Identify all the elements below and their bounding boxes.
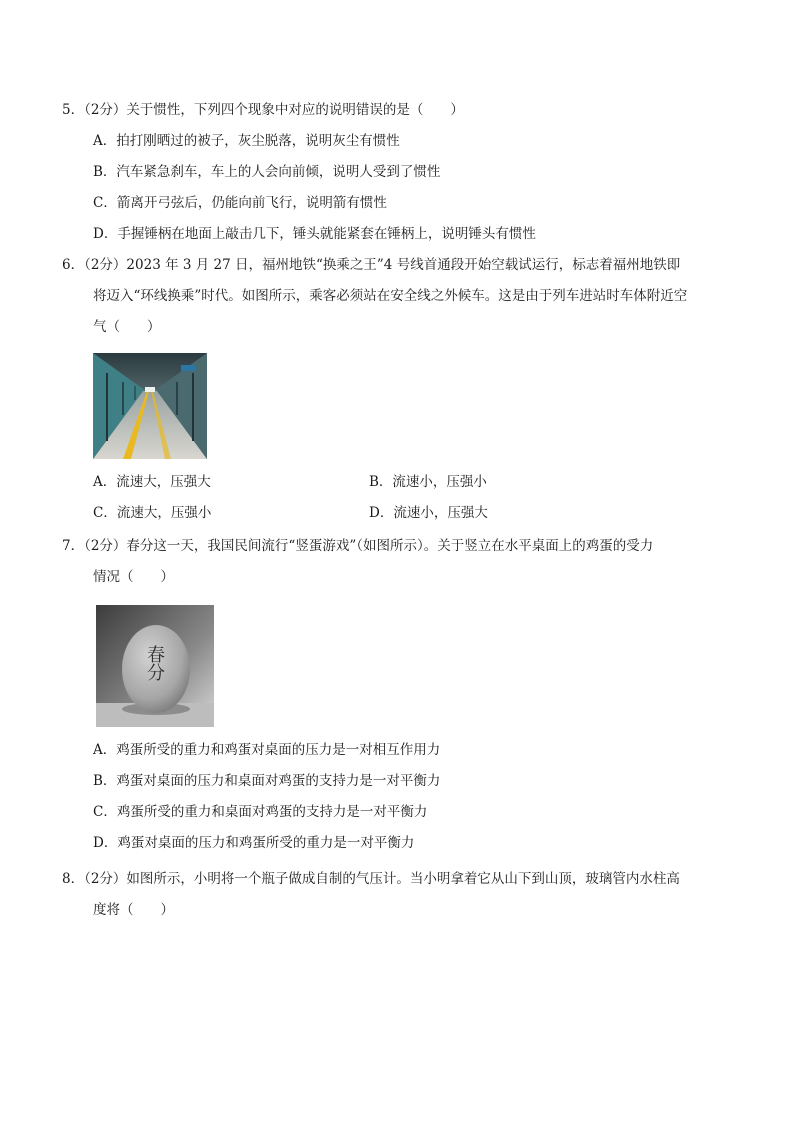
- question-8-stem-line2: 度将（ ）: [93, 902, 174, 918]
- question-7: [62, 531, 732, 859]
- question-6-option-a[interactable]: A．流速大，压强大: [93, 474, 211, 490]
- question-7-option-d[interactable]: D．鸡蛋对桌面的压力和鸡蛋所受的重力是一对平衡力: [93, 835, 415, 851]
- question-7-option-c[interactable]: C．鸡蛋所受的重力和桌面对鸡蛋的支持力是一对平衡力: [93, 804, 428, 820]
- question-5-option-a[interactable]: A．拍打刚晒过的被子，灰尘脱落，说明灰尘有惯性: [93, 133, 400, 149]
- question-5-option-d[interactable]: D．手握锤柄在地面上敲击几下，锤头就能紧套在锤柄上，说明锤头有惯性: [93, 226, 536, 242]
- egg-inscription: 春分: [144, 645, 165, 681]
- question-6-stem-line1: 6．（2分）2023 年 3 月 27 日，福州地铁“换乘之王”4 号线首通段开始空载试运行，标志着福州地铁即: [62, 257, 681, 273]
- question-5-option-c[interactable]: C．箭离开弓弦后，仍能向前飞行，说明箭有惯性: [93, 195, 387, 211]
- question-6-options-row-1: [62, 467, 732, 498]
- question-6-stem-line3: 气（ ）: [93, 319, 161, 335]
- question-6-options-row-2: [62, 498, 732, 529]
- question-5: [62, 95, 732, 250]
- question-7-stem-line1: 7．（2分）春分这一天，我国民间流行“竖蛋游戏”（如图所示）。关于竖立在水平桌面上的鸡蛋的受力: [62, 538, 654, 554]
- question-7-option-a[interactable]: A．鸡蛋所受的重力和鸡蛋对桌面的压力是一对相互作用力: [93, 742, 441, 758]
- question-6-stem-line2: 将迈入“环线换乘”时代。如图所示，乘客必须站在安全线之外候车。这是由于列车进站时车体附近空: [93, 288, 688, 304]
- question-6-option-d[interactable]: D．流速小，压强大: [369, 505, 488, 521]
- question-7-option-b[interactable]: B．鸡蛋对桌面的压力和桌面对鸡蛋的支持力是一对平衡力: [93, 773, 441, 789]
- standing-egg-photo: [96, 605, 214, 727]
- question-6: [62, 250, 732, 529]
- question-5-stem: 5．（2分）关于惯性，下列四个现象中对应的说明错误的是（ ）: [62, 102, 464, 118]
- question-8-stem-line1: 8．（2分）如图所示，小明将一个瓶子做成自制的气压计。当小明拿着它从山下到山顶，玻璃管内水柱高: [62, 871, 680, 887]
- question-6-option-b[interactable]: B．流速小，压强小: [369, 474, 487, 490]
- question-8: [62, 864, 732, 926]
- question-5-option-b[interactable]: B．汽车紧急刹车，车上的人会向前倾，说明人受到了惯性: [93, 164, 441, 180]
- subway-platform-photo: [93, 353, 207, 459]
- question-7-stem-line2: 情况（ ）: [93, 569, 174, 585]
- question-6-option-c[interactable]: C．流速大，压强小: [93, 505, 212, 521]
